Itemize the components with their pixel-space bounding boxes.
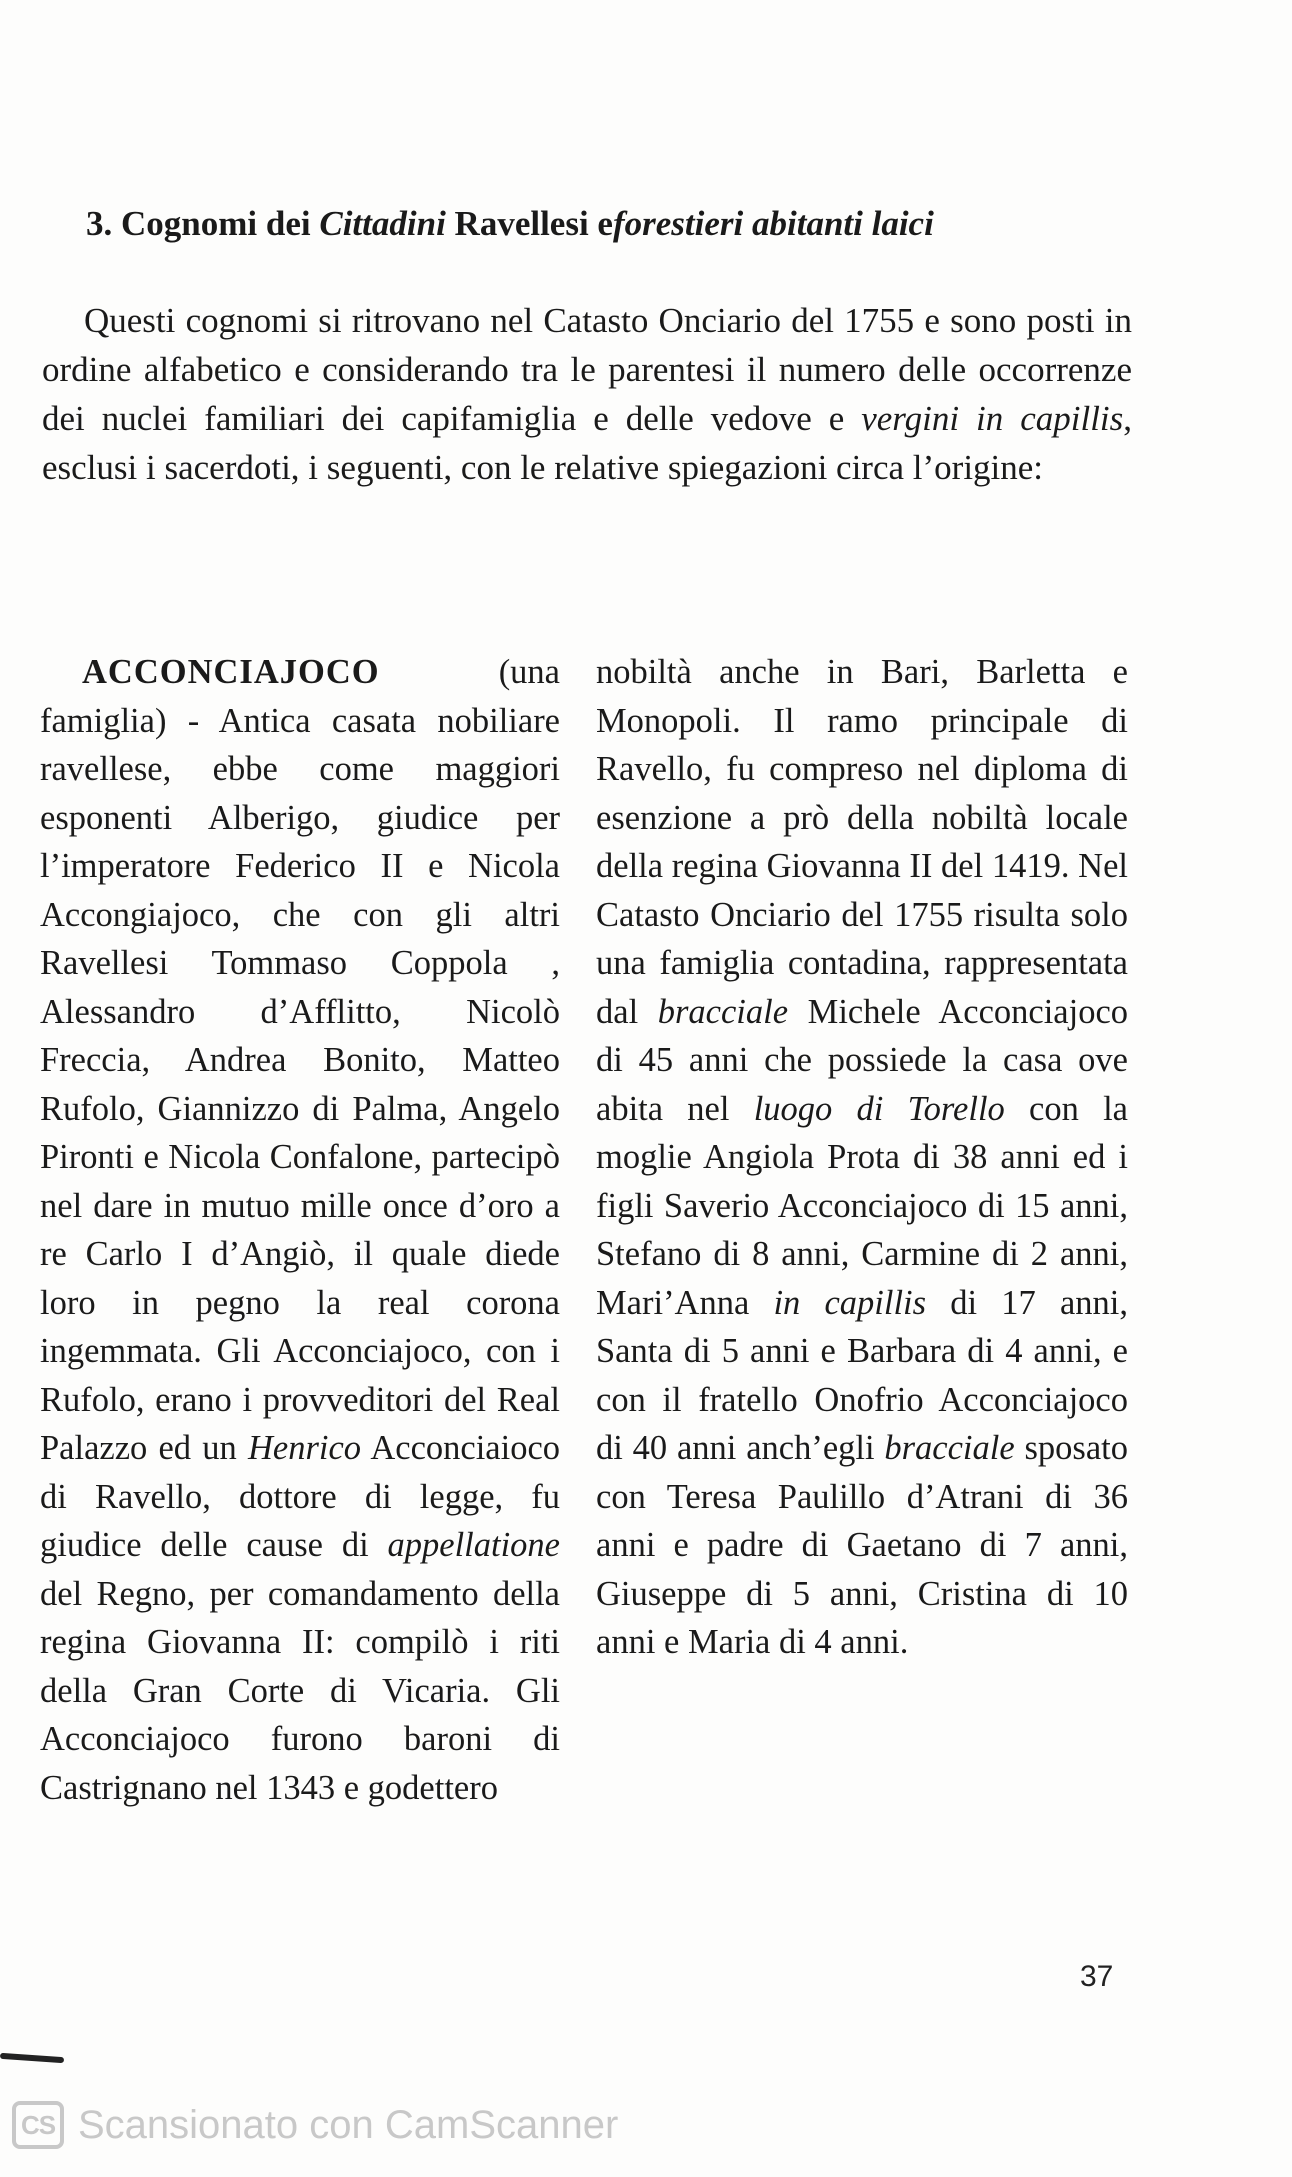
right-text-2: Michele Acconciajoco di 45 anni che possiede la casa ove abita nel (596, 992, 1129, 1128)
right-italic-3: in capillis (773, 1283, 927, 1322)
left-text-2: Acconciaioco di Ravello, dottore di legge, fu giudice delle cause di (40, 1429, 561, 1564)
right-text-5: sposato con Teresa Paulillo d’Atrani di 36 anni e padre di Gaetano di 7 anni, Giuseppe di 5 anni, Cristina di 10 anni e Maria di 4 anni. (596, 1429, 1128, 1661)
left-italic-2: appellatione (387, 1526, 560, 1564)
right-italic-2: luogo di Torello (753, 1089, 1005, 1128)
heading-italic-2: forestieri abitanti laici (612, 204, 934, 243)
left-italic-1: Henrico (247, 1429, 362, 1467)
watermark-text: Scansionato con CamScanner (78, 2102, 619, 2147)
right-text-1: nobiltà anche in Bari, Barletta e Monopoli. Il ramo principale di Ravello, fu compreso nel diploma di esenzione a prò della nobiltà locale della regina Giovanna II del 1419. Nel Catasto Onciario del 1755 risulta solo una famiglia contadina, rappresentata dal (596, 653, 1128, 1031)
heading-text-2: Ravellesi e (454, 204, 613, 243)
intro-paragraph (42, 296, 1132, 492)
right-text-3: con la moglie Angiola Prota di 38 anni ed i figli Saverio Acconciajoco di 15 anni, Stefano di 8 anni, Carmine di 2 anni, Mari’Anna (596, 1089, 1128, 1322)
camscanner-watermark (0, 2090, 618, 2160)
intro-italic: vergini in capillis (861, 399, 1124, 438)
intro-text-before: Questi cognomi si ritrovano nel Catasto Onciario del 1755 e sono posti in ordine alfabetico e considerando tra le parentesi il numero delle occorrenze dei nuclei familiari dei capifamiglia e delle vedove e (42, 301, 1132, 438)
page-number: 37 (1080, 1960, 1114, 1993)
camscanner-logo-icon: CS (12, 2101, 64, 2149)
left-text-3: del Regno, per comandamento della regina Giovanna II: compilò i riti della Gran Corte di Vicaria. Gli Acconciajoco furono baroni di Castrignano nel 1343 e godettero (40, 1574, 560, 1807)
left-text-1: (una famiglia) - Antica casata nobiliare ravellese, ebbe come maggiori esponenti Alberigo, giudice per l’imperatore Federico II e Nicola Accongiajoco, che con gli altri Ravellesi Tommaso Coppola , Alessandro d’Afflitto, Nicolò Freccia, Andrea Bonito, Matteo Rufolo, Giannizzo di Palma, Angelo Pironti e Nicola Confalone, partecipò nel dare in mutuo mille once d’oro a re Carlo I d’Angiò, il quale diede loro in pegno la real corona ingemmata. Gli Acconciajoco, con i Rufolo, erano i provveditori del Real Palazzo ed un (40, 653, 560, 1467)
heading-italic-1: Cittadini (319, 204, 446, 243)
right-column (596, 648, 1128, 1667)
intro-text-after: , esclusi i sacerdoti, i seguenti, con le relative spiegazioni circa l’origine: (42, 399, 1133, 487)
heading-number: 3. (86, 204, 113, 243)
left-column (40, 648, 560, 1812)
scan-edge-mark (0, 2053, 64, 2063)
section-heading (86, 200, 1136, 248)
entry-surname: ACCONCIAJOCO (82, 653, 380, 691)
right-text-4: di 17 anni, Santa di 5 anni e Barbara di 4 anni, e con il fratello Onofrio Acconciajoco di 40 anni anch’egli (596, 1283, 1128, 1467)
right-italic-1: bracciale (657, 992, 789, 1031)
heading-text-1: Cognomi dei (121, 204, 311, 243)
right-italic-4: bracciale (884, 1429, 1015, 1467)
